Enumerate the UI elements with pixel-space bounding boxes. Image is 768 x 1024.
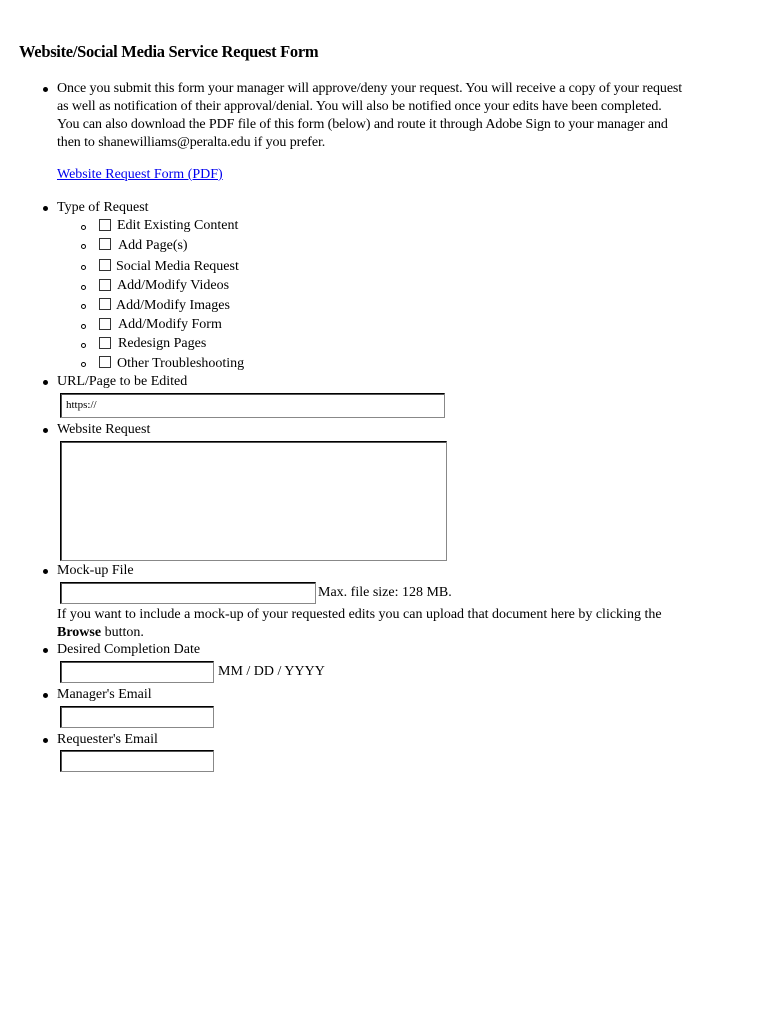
- completion-date-input[interactable]: [60, 661, 214, 683]
- intro-line: Once you submit this form your manager will approve/deny your request. You will receive a copy of your request: [57, 81, 683, 96]
- type-of-request-label: Type of Request: [57, 200, 149, 215]
- checkbox-social-media-request[interactable]: [99, 259, 111, 271]
- website-request-label: Website Request: [57, 422, 151, 437]
- intro-line: as well as notification of their approval/denial. You will also be notified once your edits have been completed.: [57, 99, 662, 114]
- sub-bullet: [81, 244, 86, 249]
- mockup-help-text-2: [57, 624, 144, 642]
- option-label: Add/Modify Images: [116, 298, 230, 313]
- url-label: URL/Page to be Edited: [57, 374, 188, 389]
- sub-bullet: [81, 304, 86, 309]
- sub-bullet: [81, 285, 86, 290]
- mockup-label: Mock-up File: [57, 563, 134, 578]
- bullet: [43, 87, 48, 92]
- option-label: Other Troubleshooting: [117, 356, 245, 371]
- sub-bullet: [81, 225, 86, 230]
- intro-line: then to shanewilliams@peralta.edu if you prefer.: [57, 135, 326, 150]
- sub-bullet: [81, 324, 86, 329]
- help-prefix: If you want to include a mock-up of your requested edits you can upload that document here by clicking the: [57, 607, 662, 622]
- intro-line: You can also download the PDF file of this form (below) and route it through Adobe Sign to your manager and: [57, 117, 668, 132]
- completion-date-label: Desired Completion Date: [57, 642, 201, 657]
- bullet: [43, 693, 48, 698]
- bullet: [43, 428, 48, 433]
- option-label: Add/Modify Videos: [117, 278, 230, 293]
- option-label: Social Media Request: [116, 259, 239, 274]
- website-request-textarea[interactable]: [60, 441, 447, 561]
- bullet: [43, 569, 48, 574]
- checkbox-add-modify-form[interactable]: [99, 318, 111, 330]
- option-label: Redesign Pages: [118, 336, 207, 351]
- checkbox-add-modify-images[interactable]: [99, 298, 111, 310]
- mockup-help-text: [57, 606, 662, 624]
- option-label: Add Page(s): [118, 238, 188, 253]
- max-file-size: Max. file size: 128 MB.: [318, 585, 452, 600]
- page-title: Website/Social Media Service Request Form: [19, 42, 319, 61]
- help-suffix: button.: [101, 625, 144, 640]
- manager-email-input[interactable]: [60, 706, 214, 728]
- bullet: [43, 738, 48, 743]
- bullet: [43, 380, 48, 385]
- sub-bullet: [81, 265, 86, 270]
- bullet: [43, 648, 48, 653]
- requester-email-input[interactable]: [60, 750, 214, 772]
- option-label: Edit Existing Content: [117, 218, 239, 233]
- checkbox-add-modify-videos[interactable]: [99, 279, 111, 291]
- checkbox-other-troubleshooting[interactable]: [99, 356, 111, 368]
- sub-bullet: [81, 343, 86, 348]
- intro-text: [57, 80, 757, 152]
- mockup-file-input[interactable]: [60, 582, 316, 604]
- sub-bullet: [81, 362, 86, 367]
- manager-email-label: Manager's Email: [57, 687, 152, 702]
- browse-bold: Browse: [57, 625, 102, 640]
- pdf-download-link[interactable]: Website Request Form (PDF): [57, 167, 223, 182]
- checkbox-redesign-pages[interactable]: [99, 337, 111, 349]
- requester-email-label: Requester's Email: [57, 732, 158, 747]
- date-format-hint: MM / DD / YYYY: [218, 664, 325, 679]
- url-input[interactable]: https://: [60, 393, 445, 418]
- checkbox-add-pages[interactable]: [99, 238, 111, 250]
- bullet: [43, 206, 48, 211]
- checkbox-edit-existing-content[interactable]: [99, 219, 111, 231]
- option-label: Add/Modify Form: [118, 317, 222, 332]
